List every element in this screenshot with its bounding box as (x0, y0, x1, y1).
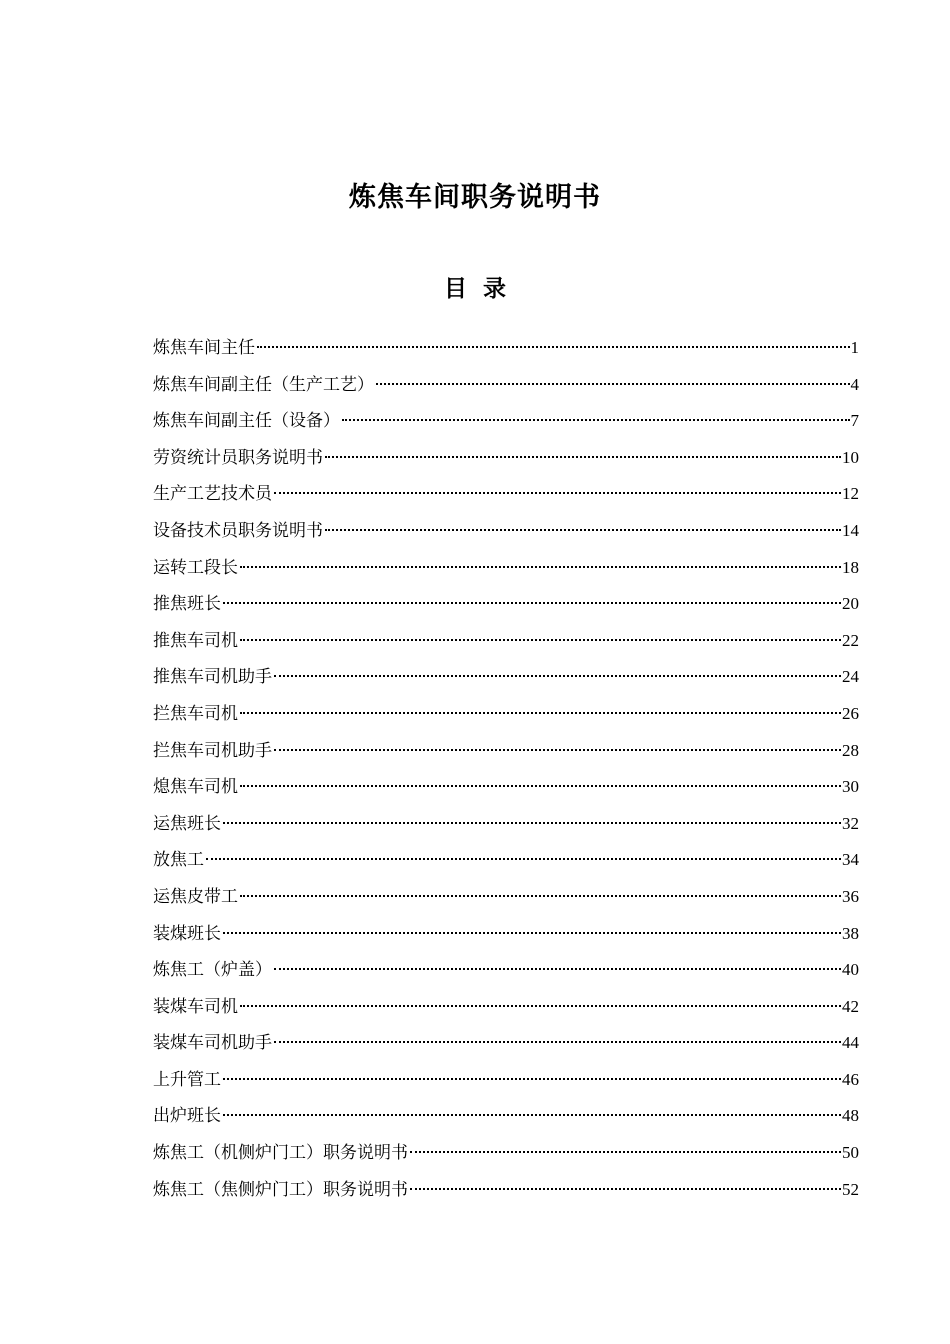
toc-entry-label: 拦焦车司机助手 (153, 740, 272, 761)
toc-page-number: 34 (842, 850, 859, 870)
toc-entry-label: 劳资统计员职务说明书 (153, 447, 323, 468)
toc-entry[interactable] (153, 806, 859, 843)
toc-dot-leader (376, 383, 850, 385)
toc-page-number: 32 (842, 813, 859, 833)
toc-entry-label: 炼焦车间副主任（设备） (153, 411, 340, 432)
toc-entry-label: 拦焦车司机 (153, 703, 238, 724)
toc-entry-label: 推焦车司机助手 (153, 667, 272, 688)
toc-dot-leader (240, 639, 841, 641)
toc-page-number: 38 (842, 923, 859, 943)
toc-entry[interactable] (153, 623, 859, 660)
toc-entry[interactable] (153, 1172, 859, 1209)
toc-dot-leader (223, 602, 841, 604)
toc-dot-leader (274, 1041, 841, 1043)
toc-page-number: 50 (842, 1143, 859, 1163)
toc-entry-label: 炼焦车间副主任（生产工艺） (153, 374, 374, 395)
toc-entry[interactable] (153, 513, 859, 550)
toc-page-number: 18 (842, 557, 859, 577)
table-of-contents (153, 330, 859, 1208)
toc-page-number: 12 (842, 484, 859, 504)
toc-entry[interactable] (153, 403, 859, 440)
toc-dot-leader (342, 419, 850, 421)
toc-entry[interactable] (153, 330, 859, 367)
toc-entry-label: 运焦班长 (153, 813, 221, 834)
toc-entry-label: 炼焦工（机侧炉门工）职务说明书 (153, 1143, 408, 1164)
toc-entry-label: 上升管工 (153, 1069, 221, 1090)
toc-page-number: 1 (850, 338, 859, 357)
toc-dot-leader (240, 566, 841, 568)
toc-entry-label: 炼焦车间主任 (153, 338, 255, 358)
toc-entry-label: 装煤车司机助手 (153, 1033, 272, 1054)
toc-entry-label: 装煤车司机 (153, 996, 238, 1017)
toc-page-number: 46 (842, 1069, 859, 1089)
toc-page-number: 30 (842, 777, 859, 797)
toc-entry-label: 熄焦车司机 (153, 777, 238, 798)
toc-page-number: 20 (842, 594, 859, 614)
toc-entry[interactable] (153, 1135, 859, 1172)
toc-entry-label: 运焦皮带工 (153, 886, 238, 907)
toc-entry[interactable] (153, 879, 859, 916)
toc-entry[interactable] (153, 440, 859, 477)
toc-entry[interactable] (153, 916, 859, 953)
toc-page-number: 10 (842, 447, 859, 467)
toc-dot-leader (223, 822, 841, 824)
document-title: 炼焦车间职务说明书 (349, 182, 601, 214)
toc-dot-leader (240, 895, 841, 897)
toc-dot-leader (206, 858, 841, 860)
toc-entry-label: 推焦车司机 (153, 630, 238, 651)
toc-page-number: 52 (842, 1179, 859, 1199)
toc-page-number: 44 (842, 1033, 859, 1053)
toc-entry[interactable] (153, 659, 859, 696)
toc-dot-leader (274, 492, 841, 494)
toc-dot-leader (223, 1114, 841, 1116)
toc-entry[interactable] (153, 733, 859, 770)
toc-dot-leader (325, 529, 841, 531)
toc-page-number: 14 (842, 520, 859, 540)
toc-page-number: 7 (850, 411, 859, 431)
toc-entry-label: 运转工段长 (153, 557, 238, 578)
toc-page-number: 24 (842, 667, 859, 687)
toc-entry[interactable] (153, 1062, 859, 1099)
toc-dot-leader (325, 456, 841, 458)
toc-dot-leader (274, 968, 841, 970)
toc-entry-label: 炼焦工（炉盖） (153, 960, 272, 981)
toc-entry[interactable] (153, 696, 859, 733)
toc-dot-leader (257, 346, 850, 348)
toc-entry-label: 出炉班长 (153, 1106, 221, 1127)
toc-dot-leader (274, 675, 841, 677)
toc-dot-leader (240, 1005, 841, 1007)
toc-entry-label: 生产工艺技术员 (153, 484, 272, 505)
toc-entry[interactable] (153, 952, 859, 989)
toc-entry[interactable] (153, 586, 859, 623)
toc-page-number: 48 (842, 1106, 859, 1126)
toc-entry[interactable] (153, 1098, 859, 1135)
toc-entry[interactable] (153, 550, 859, 587)
toc-entry[interactable] (153, 989, 859, 1026)
toc-page-number: 42 (842, 996, 859, 1016)
toc-entry-label: 放焦工 (153, 850, 204, 871)
toc-page-number: 36 (842, 886, 859, 906)
toc-dot-leader (240, 712, 841, 714)
toc-dot-leader (223, 932, 841, 934)
toc-entry-label: 设备技术员职务说明书 (153, 520, 323, 541)
toc-entry[interactable] (153, 1025, 859, 1062)
toc-entry-label: 推焦班长 (153, 594, 221, 615)
toc-entry-label: 炼焦工（焦侧炉门工）职务说明书 (153, 1179, 408, 1200)
toc-entry[interactable] (153, 476, 859, 513)
toc-entry-label: 装煤班长 (153, 923, 221, 944)
toc-heading: 目 录 (443, 275, 506, 303)
toc-page-number: 22 (842, 630, 859, 650)
toc-dot-leader (240, 785, 841, 787)
toc-page-number: 28 (842, 740, 859, 760)
toc-entry[interactable] (153, 842, 859, 879)
toc-page-number: 26 (842, 703, 859, 723)
toc-entry[interactable] (153, 367, 859, 404)
toc-dot-leader (410, 1188, 841, 1190)
toc-dot-leader (410, 1151, 841, 1153)
toc-dot-leader (274, 749, 841, 751)
toc-dot-leader (223, 1078, 841, 1080)
toc-page-number: 40 (842, 960, 859, 980)
toc-page-number: 4 (850, 374, 859, 394)
toc-entry[interactable] (153, 769, 859, 806)
